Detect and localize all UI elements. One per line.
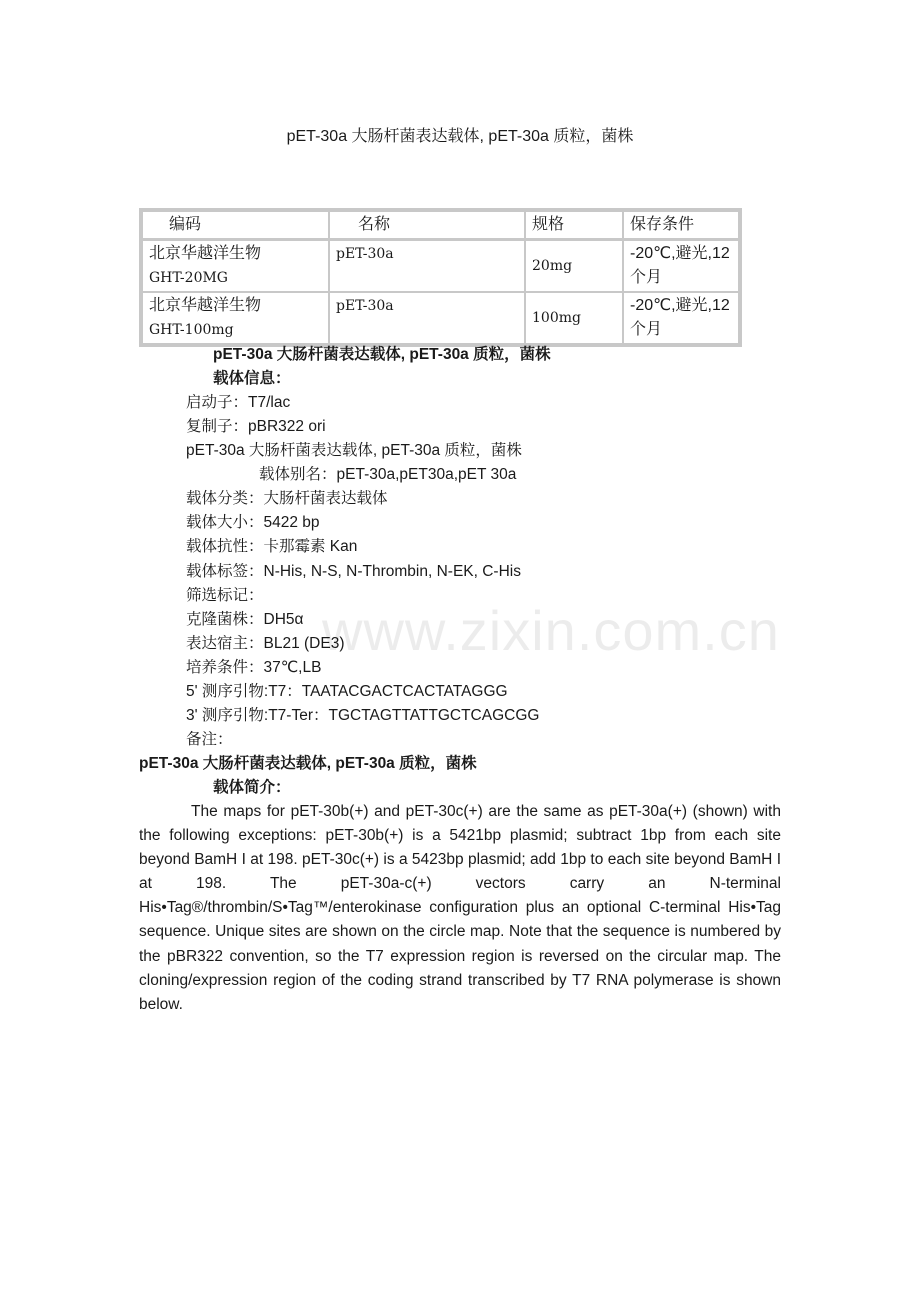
header-name: 名称 bbox=[329, 211, 525, 240]
vector-info-label: 载体信息： bbox=[213, 370, 291, 387]
code-number: GHT-100mg bbox=[149, 322, 234, 338]
title-repeat-line: pET-30a 大肠杆菌表达载体, pET-30a 质粒，菌株 bbox=[186, 442, 522, 459]
cell-name: pET-30a bbox=[329, 292, 525, 344]
table-row bbox=[142, 240, 739, 292]
replicon-line: 复制子：pBR322 ori bbox=[186, 418, 326, 435]
cell-code bbox=[142, 240, 329, 292]
culture-line: 培养条件：37℃,LB bbox=[186, 659, 322, 676]
cell-spec: 100mg bbox=[525, 292, 623, 344]
product-table bbox=[139, 208, 742, 347]
header-code: 编码 bbox=[142, 211, 329, 240]
table-row bbox=[142, 292, 739, 344]
code-supplier: 北京华越洋生物 bbox=[149, 297, 262, 314]
intro-label: 载体简介： bbox=[213, 779, 291, 796]
cell-storage: -20℃,避光,12 个月 bbox=[623, 240, 739, 292]
cell-code bbox=[142, 292, 329, 344]
category-line: 载体分类：大肠杆菌表达载体 bbox=[186, 490, 388, 507]
header-spec: 规格 bbox=[525, 211, 623, 240]
document-title: pET-30a 大肠杆菌表达载体, pET-30a 质粒，菌株 bbox=[286, 128, 634, 145]
selection-line: 筛选标记： bbox=[186, 587, 264, 604]
code-supplier: 北京华越洋生物 bbox=[149, 245, 262, 262]
size-line: 载体大小：5422 bp bbox=[186, 514, 320, 531]
remarks-line: 备注： bbox=[186, 731, 233, 748]
resistance-line: 载体抗性：卡那霉素 Kan bbox=[186, 538, 358, 555]
tags-line: 载体标签：N-His, N-S, N-Thrombin, N-EK, C-His bbox=[186, 563, 521, 580]
primer-3-line: 3' 测序引物:T7-Ter：TGCTAGTTATTGCTCAGCGG bbox=[186, 707, 540, 724]
cell-spec: 20mg bbox=[525, 240, 623, 292]
section-heading: pET-30a 大肠杆菌表达载体, pET-30a 质粒，菌株 bbox=[213, 346, 551, 363]
cell-storage: -20℃,避光,12 个月 bbox=[623, 292, 739, 344]
watermark: www.zixin.com.cn bbox=[322, 599, 780, 662]
cell-name: pET-30a bbox=[329, 240, 525, 292]
cloning-strain-line: 克隆菌株：DH5α bbox=[186, 611, 304, 628]
section-heading-2: pET-30a 大肠杆菌表达载体, pET-30a 质粒，菌株 bbox=[139, 755, 477, 772]
promoter-line: 启动子：T7/lac bbox=[186, 394, 291, 411]
primer-5-line: 5' 测序引物:T7：TAATACGACTCACTATAGGG bbox=[186, 683, 508, 700]
header-storage: 保存条件 bbox=[623, 211, 739, 240]
code-number: GHT-20MG bbox=[149, 270, 228, 286]
alias-line: 载体别名：pET-30a,pET30a,pET 30a bbox=[259, 466, 517, 483]
table-header-row bbox=[142, 211, 739, 240]
host-line: 表达宿主：BL21 (DE3) bbox=[186, 635, 345, 652]
intro-paragraph: The maps for pET-30b(+) and pET-30c(+) are the same as pET-30a(+) (shown) with the following exceptions: pET-30b(+) is a 5421bp plasmid; subtract 1bp from each site beyond BamH I at 198. pET-30c(+) is a 5423bp plasmid; add 1bp to each site beyond BamH I at 198. The pET-30a-c(+) vectors carry an N-terminal His•Tag®/thrombin/S•Tag™/enterokinase configuration plus an optional C-terminal His•Tag sequence. Unique sites are shown on the circle map. Note that the sequence is numbered by the pBR322 convention, so the T7 expression region is reversed on the circular map. The cloning/expression region of the coding strand transcribed by T7 RNA polymerase is shown below. bbox=[139, 803, 781, 1013]
